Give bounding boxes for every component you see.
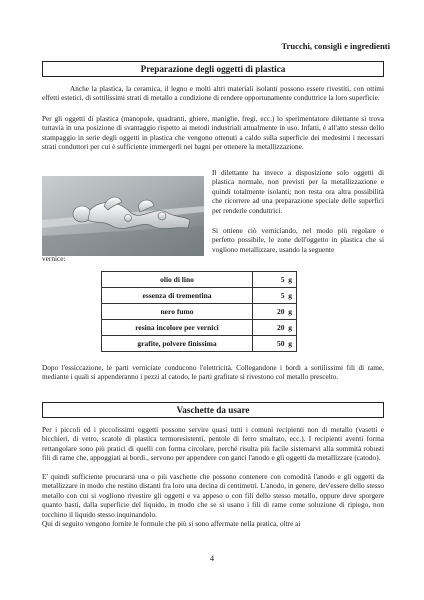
- paragraph-formulas: Qui di seguito vengono fornite le formule che più si sono affermate nella pratica, oltre ai: [42, 519, 301, 528]
- varnish-recipe-table: [101, 271, 297, 352]
- ingredient-quantity: 20 g: [253, 304, 297, 320]
- ingredient-quantity: 5 g: [253, 272, 297, 288]
- recipe-row: [102, 320, 297, 336]
- ingredient-name: grafite, polvere finissima: [102, 336, 253, 352]
- ingredient-quantity: 20 g: [253, 320, 297, 336]
- recipe-row: [102, 304, 297, 320]
- running-header: Trucchi, consigli e ingredienti: [281, 41, 390, 51]
- plastic-object-photo: [42, 176, 204, 256]
- paragraph-varnish-method: Si ottiene ciò verniciando, nel modo più regolare e perfetto possibile, le zone dell'oggetto in plastica che si vogliono metallizzare, usando la seguente: [212, 226, 384, 254]
- recipe-row: [102, 288, 297, 304]
- ingredient-name: nero fumo: [102, 304, 253, 320]
- ingredient-name: essenza di trementina: [102, 288, 253, 304]
- paragraph-after-drying: Dopo l'essiccazione, le parti verniciate conducono l'elettricità. Collegandone i bordi a sottilissimi fili di rame, mediante i quali si appenderanno i pezzi al catodo, le parti grafitate si rivestono col metallo prescelto.: [42, 363, 384, 382]
- recipe-row: [102, 336, 297, 352]
- paragraph-anode: E' quindi sufficiente procurarsi una o più vaschette che possono contenere con comodità l'anodo e gli oggetti da metallizzare in modo che restino distanti fra loro una decina di centimetri. L'anodo, in genere, dev'essere dello stesso metallo con cui si vogliono rivestire gli oggetti e va appeso o con fili dello stesso metallo, oppure deve sporgere quanto basti, dalla superficie del liquido, in modo che se si usano i fili di rame come soluzione di ripiego, non tocchino il liquido stesso inquinandolo.: [42, 472, 384, 519]
- paragraph-plastic-objects: Per gli oggetti di plastica (manopole, quadranti, ghiere, maniglie, fregi, ecc.) lo sperimentatore dilettante si trova tuttavia in una posizione di svantaggio rispetto ai metodi industriali attualmente in uso. Infatti, è all'atto stesso dello stampaggio in serie degli oggetti in plastica che vengono ottenuti a caldo sulla superficie dei medesimi i necessari strati conduttori per cui è sufficiente immergerli nei bagni per ottenere la metallizzazione.: [42, 114, 384, 152]
- page-number: 4: [209, 553, 215, 563]
- paragraph-amateur: Il dilettante ha invece a disposizione solo oggetti di plastica normale, non previsti per la metallizzazione e quindi totalmente isolanti; non resta ora altra possibilità che ricorrere ad una preparazione speciale delle superfici per renderle conduttrici.: [212, 168, 384, 215]
- ingredient-name: resina incolore per vernici: [102, 320, 253, 336]
- section-title-containers: Vaschette da usare: [42, 402, 384, 418]
- ingredient-name: olio di lino: [102, 272, 253, 288]
- recipe-row: [102, 272, 297, 288]
- paragraph-varnish-label: vernice:: [42, 254, 66, 263]
- paragraph-intro: Anche la plastica, la ceramica, il legno e molti altri materiali isolanti possono essere rivestiti, con ottimi effetti estetici, di sottilissimi strati di metallo a condizione di rendere opportunamente conduttrice la loro superficie.: [42, 84, 384, 103]
- ingredient-quantity: 5 g: [253, 288, 297, 304]
- section-title-plastic-preparation: Preparazione degli oggetti di plastica: [42, 61, 384, 77]
- ingredient-quantity: 50 g: [253, 336, 297, 352]
- paragraph-containers: Per i piccoli ed i piccolissimi oggetti possono servire quasi tutti i comuni recipienti non di metallo (vasetti e bicchieri, di vetro, scatole di plastica termoresistenti, pentole di ferro smaltato, ecc.). I recipienti aventi forma rettangolare sono più pratici di quelli con forma circolare, perché risulta più facile sistemarvi alla sommità robusti fili di rame che, appoggiati ai bordi., servono per appendere con ganci l'anodo e gli oggetti da metallizzare (catodo).: [42, 425, 384, 463]
